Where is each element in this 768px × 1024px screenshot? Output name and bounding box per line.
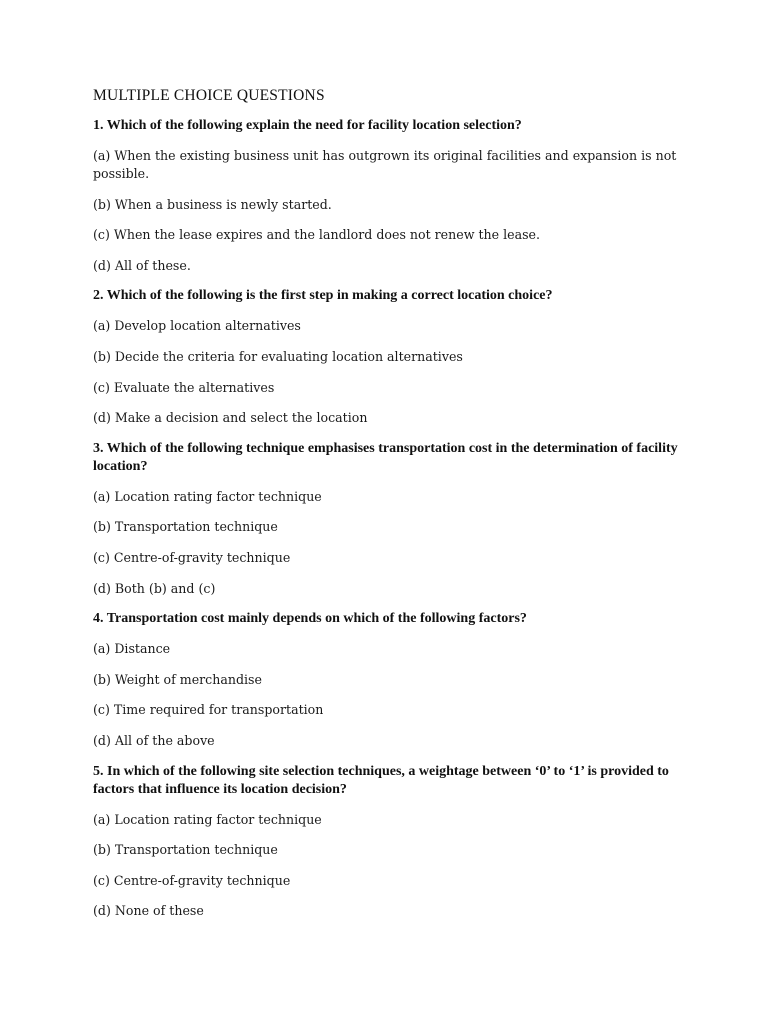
question-text: 2. Which of the following is the first step in making a correct location choice? [93, 288, 553, 304]
question-text: 1. Which of the following explain the need for facility location selection? [93, 118, 522, 133]
question-text: 4. Transportation cost mainly depends on which of the following factors? [93, 611, 527, 627]
question-text: 5. In which of the following site selection techniques, a weightage between ‘0’ to ‘1’ is provided to factors that influence its location decision? [93, 763, 669, 797]
option-b: (b) When a business is newly started. [93, 196, 332, 212]
option-d: (d) All of these. [93, 257, 191, 273]
option-c: (c) Time required for transportation [93, 702, 324, 718]
option-b: (b) Transportation technique [93, 842, 278, 858]
option-a: (a) When the existing business unit has outgrown its original facilities and expansion is not possible. [93, 148, 677, 181]
question-text: 3. Which of the following technique emphasises transportation cost in the determination of facility location? [93, 440, 678, 474]
option-c: (c) Evaluate the alternatives [93, 379, 275, 395]
question-block-2 [93, 287, 683, 427]
option-b: (b) Weight of merchandise [93, 671, 262, 687]
option-d: (d) Make a decision and select the location [93, 410, 368, 426]
option-a: (a) Distance [93, 641, 171, 657]
question-block-3 [93, 440, 683, 598]
question-block-5 [93, 763, 683, 921]
option-a: (a) Develop location alternatives [93, 318, 301, 334]
document-page [93, 86, 683, 933]
option-c: (c) Centre-of-gravity technique [93, 872, 291, 888]
option-d: (d) None of these [93, 903, 204, 919]
option-c: (c) When the lease expires and the landlord does not renew the lease. [93, 227, 541, 243]
question-block-1 [93, 117, 683, 275]
option-d: (d) All of the above [93, 732, 215, 748]
option-c: (c) Centre-of-gravity technique [93, 549, 291, 565]
option-b: (b) Transportation technique [93, 519, 278, 535]
option-b: (b) Decide the criteria for evaluating location alternatives [93, 348, 463, 364]
question-block-4 [93, 610, 683, 750]
option-d: (d) Both (b) and (c) [93, 580, 216, 596]
option-a: (a) Location rating factor technique [93, 488, 322, 504]
option-a: (a) Location rating factor technique [93, 811, 322, 827]
page-title: MULTIPLE CHOICE QUESTIONS [93, 87, 325, 104]
